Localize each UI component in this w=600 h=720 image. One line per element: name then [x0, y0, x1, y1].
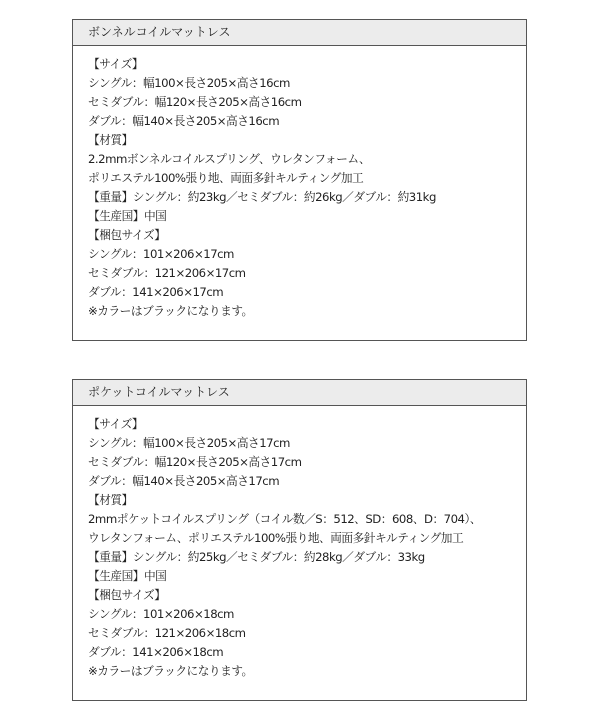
spec-weight: 【重量】シングル：約25kg／セミダブル：約28kg／ダブル：33kg: [88, 550, 425, 564]
spec-size-semi-double: セミダブル：幅120×長さ205×高さ17cm: [88, 455, 302, 469]
spec-list: [73, 46, 526, 321]
spec-heading-size: 【サイズ】: [88, 57, 144, 71]
spec-heading-material: 【材質】: [88, 493, 133, 507]
spec-package-single: シングル：101×206×17cm: [88, 247, 234, 261]
spec-size-double: ダブル：幅140×長さ205×高さ16cm: [88, 114, 280, 128]
spec-weight: 【重量】シングル：約23kg／セミダブル：約26kg／ダブル：約31kg: [88, 190, 436, 204]
spec-size-double: ダブル：幅140×長さ205×高さ17cm: [88, 474, 280, 488]
spec-list: [73, 406, 526, 681]
section-title: ポケットコイルマットレス: [73, 380, 526, 406]
spec-color-note: ※カラーはブラックになります。: [88, 304, 253, 318]
spec-heading-size: 【サイズ】: [88, 417, 144, 431]
spec-heading-material: 【材質】: [88, 133, 133, 147]
spec-package-double: ダブル：141×206×17cm: [88, 285, 224, 299]
spec-package-double: ダブル：141×206×18cm: [88, 645, 224, 659]
spec-size-semi-double: セミダブル：幅120×長さ205×高さ16cm: [88, 95, 302, 109]
spec-material-line: ポリエステル100%張り地、両面多針キルティング加工: [88, 171, 364, 185]
spec-heading-package-size: 【梱包サイズ】: [88, 228, 166, 242]
spec-size-single: シングル：幅100×長さ205×高さ17cm: [88, 436, 290, 450]
spec-color-note: ※カラーはブラックになります。: [88, 664, 253, 678]
spec-country: 【生産国】中国: [88, 569, 167, 583]
spec-material-line: ウレタンフォーム、ポリエステル100%張り地、両面多針キルティング加工: [88, 531, 464, 545]
spec-heading-package-size: 【梱包サイズ】: [88, 588, 166, 602]
spec-package-single: シングル：101×206×18cm: [88, 607, 234, 621]
spec-size-single: シングル：幅100×長さ205×高さ16cm: [88, 76, 290, 90]
spec-material-line: 2mmポケットコイルスプリング（コイル数／S：512、SD：608、D：704）、: [88, 512, 481, 526]
section-title: ボンネルコイルマットレス: [73, 20, 526, 46]
spec-country: 【生産国】中国: [88, 209, 167, 223]
spec-package-semi-double: セミダブル：121×206×18cm: [88, 626, 246, 640]
spec-box-pocket-coil-mattress: [72, 379, 527, 701]
spec-material-line: 2.2mmボンネルコイルスプリング、ウレタンフォーム、: [88, 152, 371, 166]
spec-box-bonnell-coil-mattress: [72, 19, 527, 341]
spec-package-semi-double: セミダブル：121×206×17cm: [88, 266, 246, 280]
